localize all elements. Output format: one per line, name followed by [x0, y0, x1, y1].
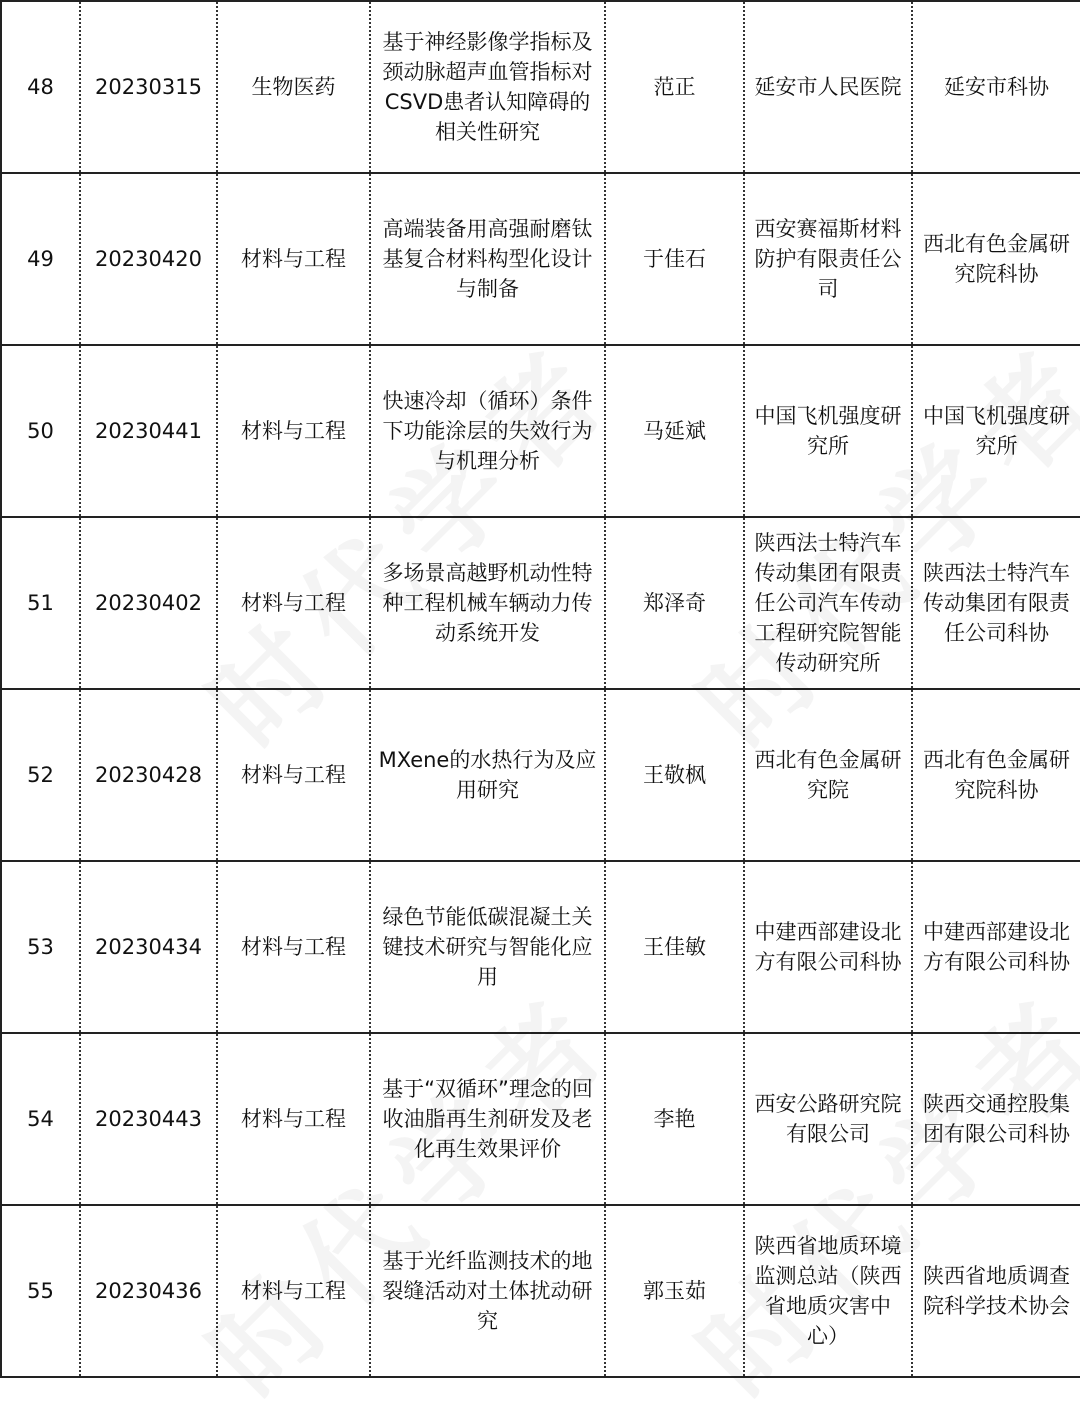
work-unit: 西北有色金属研究院: [744, 689, 912, 861]
row-number: 49: [1, 173, 80, 345]
field-category: 材料与工程: [217, 689, 370, 861]
project-code: 20230428: [80, 689, 217, 861]
row-number: 54: [1, 1033, 80, 1205]
recommending-unit: 延安市科协: [912, 1, 1080, 173]
recommending-unit: 中建西部建设北方有限公司科协: [912, 861, 1080, 1033]
project-title: 多场景高越野机动性特种工程机械车辆动力传动系统开发: [370, 517, 605, 689]
field-category: 材料与工程: [217, 345, 370, 517]
recommending-unit: 陕西交通控股集团有限公司科协: [912, 1033, 1080, 1205]
project-title: 基于“双循环”理念的回收油脂再生剂研发及老化再生效果评价: [370, 1033, 605, 1205]
field-category: 材料与工程: [217, 1205, 370, 1377]
project-code: 20230436: [80, 1205, 217, 1377]
row-number: 52: [1, 689, 80, 861]
field-category: 材料与工程: [217, 1033, 370, 1205]
person-name: 于佳石: [605, 173, 744, 345]
field-category: 材料与工程: [217, 861, 370, 1033]
recommending-unit: 西北有色金属研究院科协: [912, 689, 1080, 861]
work-unit: 中建西部建设北方有限公司科协: [744, 861, 912, 1033]
row-number: 50: [1, 345, 80, 517]
person-name: 王佳敏: [605, 861, 744, 1033]
project-code: 20230315: [80, 1, 217, 173]
project-code: 20230420: [80, 173, 217, 345]
row-number: 51: [1, 517, 80, 689]
work-unit: 西安赛福斯材料防护有限责任公司: [744, 173, 912, 345]
row-number: 48: [1, 1, 80, 173]
person-name: 李艳: [605, 1033, 744, 1205]
person-name: 王敬枫: [605, 689, 744, 861]
project-title: 基于光纤监测技术的地裂缝活动对土体扰动研究: [370, 1205, 605, 1377]
recommending-unit: 西北有色金属研究院科协: [912, 173, 1080, 345]
table-row: [1, 861, 1080, 1033]
project-title: 快速冷却（循环）条件下功能涂层的失效行为与机理分析: [370, 345, 605, 517]
person-name: 郑泽奇: [605, 517, 744, 689]
field-category: 材料与工程: [217, 517, 370, 689]
recommending-unit: 陕西法士特汽车传动集团有限责任公司科协: [912, 517, 1080, 689]
person-name: 范正: [605, 1, 744, 173]
work-unit: 延安市人民医院: [744, 1, 912, 173]
project-title: 高端装备用高强耐磨钛基复合材料构型化设计与制备: [370, 173, 605, 345]
project-code: 20230434: [80, 861, 217, 1033]
table-row: [1, 1, 1080, 173]
recommending-unit: 中国飞机强度研究所: [912, 345, 1080, 517]
recommending-unit: 陕西省地质调查院科学技术协会: [912, 1205, 1080, 1377]
table-row: [1, 517, 1080, 689]
work-unit: 陕西省地质环境监测总站（陕西省地质灾害中心）: [744, 1205, 912, 1377]
table-row: [1, 1033, 1080, 1205]
project-code: 20230441: [80, 345, 217, 517]
table-row: [1, 689, 1080, 861]
project-title: MXene的水热行为及应用研究: [370, 689, 605, 861]
field-category: 生物医药: [217, 1, 370, 173]
person-name: 郭玉茹: [605, 1205, 744, 1377]
work-unit: 陕西法士特汽车传动集团有限责任公司汽车传动工程研究院智能传动研究所: [744, 517, 912, 689]
project-code: 20230402: [80, 517, 217, 689]
project-title: 绿色节能低碳混凝土关键技术研究与智能化应用: [370, 861, 605, 1033]
project-title: 基于神经影像学指标及颈动脉超声血管指标对CSVD患者认知障碍的相关性研究: [370, 1, 605, 173]
work-unit: 中国飞机强度研究所: [744, 345, 912, 517]
table-row: [1, 173, 1080, 345]
project-code: 20230443: [80, 1033, 217, 1205]
table-row: [1, 1205, 1080, 1377]
work-unit: 西安公路研究院有限公司: [744, 1033, 912, 1205]
field-category: 材料与工程: [217, 173, 370, 345]
table-row: [1, 345, 1080, 517]
row-number: 53: [1, 861, 80, 1033]
row-number: 55: [1, 1205, 80, 1377]
person-name: 马延斌: [605, 345, 744, 517]
